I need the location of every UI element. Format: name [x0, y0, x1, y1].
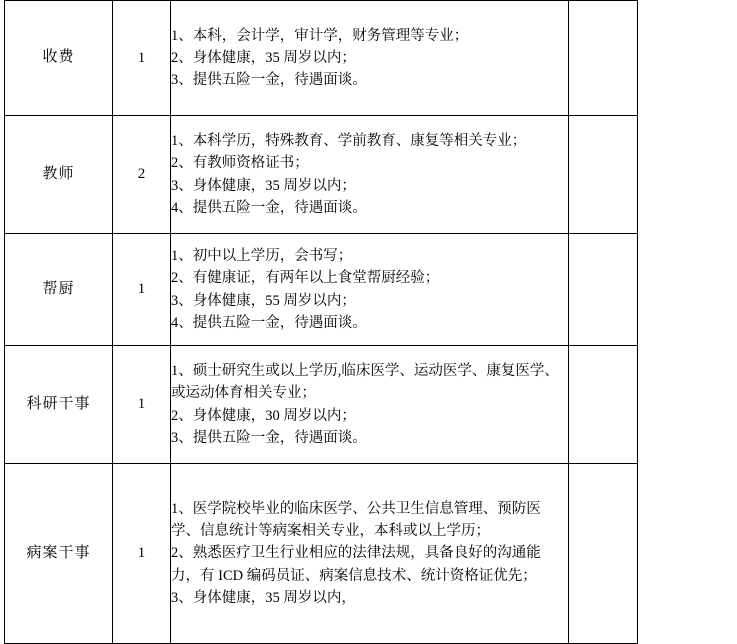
cell-number: 1 [113, 234, 171, 346]
cell-post: 病案干事 [5, 464, 113, 644]
cell-requirements [171, 464, 569, 644]
requirement-line: 2、有健康证，有两年以上食堂帮厨经验； [171, 270, 440, 287]
requirement-line: 1、硕士研究生或以上学历,临床医学、运动医学、康复医学、或运动体育相关专业； [171, 363, 559, 402]
requirement-line: 2、身体健康，30 周岁以内； [171, 407, 356, 424]
cell-note [569, 464, 638, 644]
table-row [5, 1, 638, 116]
table-row [5, 464, 638, 644]
cell-requirements [171, 1, 569, 116]
cell-number: 1 [113, 464, 171, 644]
cell-requirements [171, 234, 569, 346]
requirement-line: 2、身体健康，35 周岁以内； [171, 49, 356, 66]
cell-post: 科研干事 [5, 346, 113, 464]
cell-post: 教师 [5, 116, 113, 234]
cell-post: 帮厨 [5, 234, 113, 346]
cell-note [569, 1, 638, 116]
cell-number: 1 [113, 346, 171, 464]
cell-requirements [171, 346, 569, 464]
cell-note [569, 116, 638, 234]
requirement-line: 3、身体健康，35 周岁以内， [171, 589, 356, 606]
cell-requirements [171, 116, 569, 234]
requirement-line: 1、初中以上学历，会书写； [171, 248, 353, 265]
requirement-line: 3、身体健康，35 周岁以内； [171, 177, 356, 194]
requirement-line: 2、有教师资格证书； [171, 155, 309, 172]
requirement-line: 4、提供五险一金，待遇面谈。 [171, 199, 367, 216]
requirement-line: 3、提供五险一金，待遇面谈。 [171, 72, 367, 89]
requirement-line: 1、医学院校毕业的临床医学、公共卫生信息管理、预防医学、信息统计等病案相关专业，本科或以上学历； [171, 501, 541, 540]
table-row [5, 116, 638, 234]
requirement-line: 2、熟悉医疗卫生行业相应的法律法规，具备良好的沟通能力，有 ICD 编码员证、病案信息技术、统计资格证优先； [171, 545, 541, 584]
cell-number: 1 [113, 1, 171, 116]
requirement-line: 1、本科，会计学，审计学，财务管理等专业； [171, 27, 469, 44]
cell-note [569, 234, 638, 346]
table-row [5, 346, 638, 464]
requirement-line: 3、身体健康，55 周岁以内； [171, 292, 356, 309]
job-requirements-table [4, 0, 638, 644]
requirement-line: 4、提供五险一金，待遇面谈。 [171, 314, 367, 331]
table-body [5, 1, 638, 644]
cell-post: 收费 [5, 1, 113, 116]
cell-number: 2 [113, 116, 171, 234]
requirement-line: 1、本科学历，特殊教育、学前教育、康复等相关专业； [171, 133, 527, 150]
table-row [5, 234, 638, 346]
cell-note [569, 346, 638, 464]
requirement-line: 3、提供五险一金，待遇面谈。 [171, 429, 367, 446]
